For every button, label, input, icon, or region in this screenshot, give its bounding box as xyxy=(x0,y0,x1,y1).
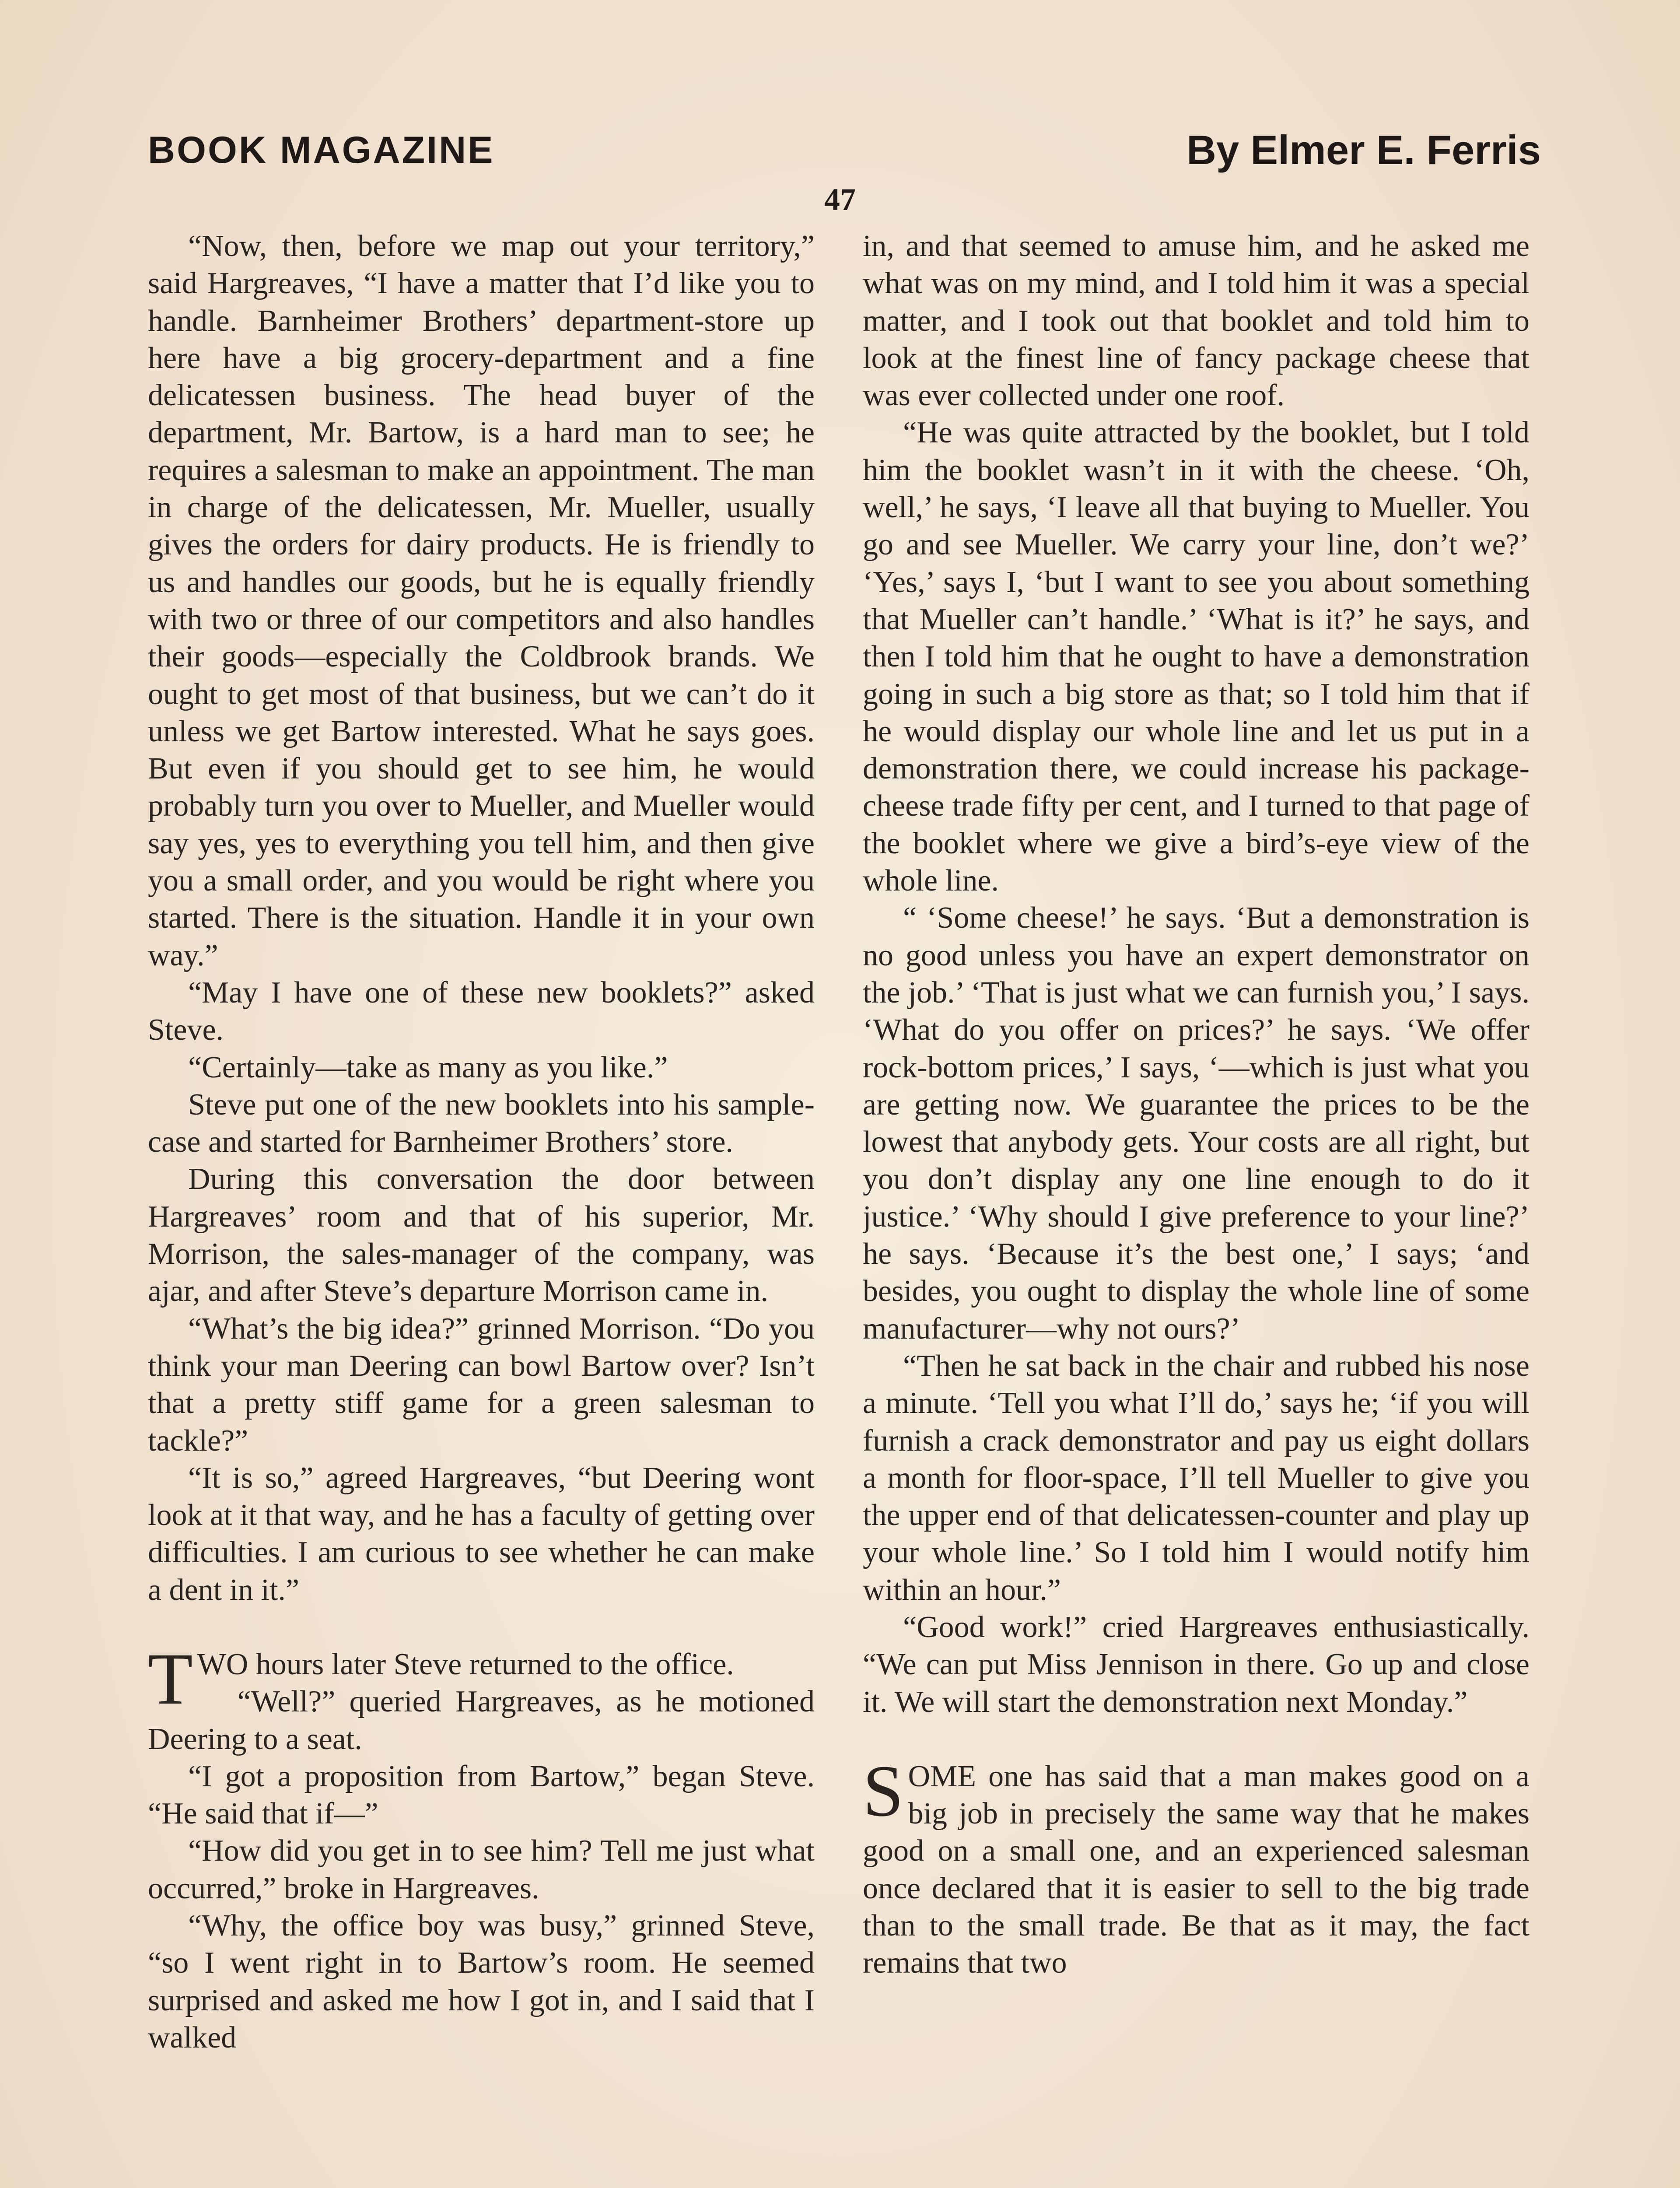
paragraph: “It is so,” agreed Hargreaves, “but Deering wont look at it that way, and he has a faculty of getting over difficulties. I am curious to see whether he can make a dent in it.” xyxy=(148,1461,815,1607)
paragraph: “Certainly—take as many as you like.” xyxy=(188,1050,668,1084)
paragraph: “Why, the office boy was busy,” grinned Steve, “so I went right in to Bartow’s room. He seemed surprised and asked me how I got in, and I said that I walked xyxy=(148,1909,815,2055)
section-opening-paragraph xyxy=(863,1750,1530,1982)
author-byline: By Elmer E. Ferris xyxy=(1186,127,1541,173)
drop-cap: S xyxy=(863,1750,904,1832)
paragraph: “Well?” queried Hargreaves, as he motioned Deering to a seat. xyxy=(148,1685,815,1756)
running-header xyxy=(148,127,1541,188)
small-caps-lead: OME xyxy=(908,1759,976,1793)
paragraph: “ ‘Some cheese!’ he says. ‘But a demonstration is no good unless you have an expert demonstrator on the job.’ ‘That is just what we can furnish you,’ I says. ‘What do you offer on prices?’ he says. ‘We offer rock-bottom prices,’ I says, ‘—which is just what you are getting now. We guarantee the prices to be the lowest that anybody gets. Your costs are all right, but you don’t display any one line enough to do it justice.’ ‘Why should I give preference to your line?’ he says. ‘Because it’s the best one,’ I says; ‘and besides, you ought to display the whole line of some manufacturer—why not ours?’ xyxy=(863,901,1530,1346)
section-opening-paragraph xyxy=(148,1638,815,1720)
page-number: 47 xyxy=(824,182,856,217)
paragraph: “Good work!” cried Hargreaves enthusiastically. “We can put Miss Jennison in there. Go up and close it. We will start the demonstration next Monday.” xyxy=(863,1610,1530,1719)
right-column xyxy=(863,228,1530,2188)
paragraph: “I got a proposition from Bartow,” began Steve. “He said that if—” xyxy=(148,1759,815,1831)
paragraph: “How did you get in to see him? Tell me just what occurred,” broke in Hargreaves. xyxy=(148,1834,815,1905)
paragraph: “Then he sat back in the chair and rubbed his nose a minute. ‘Tell you what I’ll do,’ says he; ‘if you will furnish a crack demonstrator and pay us eight dollars a month for floor-space, I’ll tell Mueller to give you the upper end of that delicatessen-counter and play up your whole line.’ So I told him I would notify him within an hour.” xyxy=(863,1349,1530,1607)
continued-paragraph: in, and that seemed to amuse him, and he asked me what was on my mind, and I told him it was a special matter, and I took out that booklet and told him to look at the finest line of fancy package cheese that was ever collected under one roof. xyxy=(863,229,1530,413)
paragraph: “He was quite attracted by the booklet, but I told him the booklet wasn’t in it with the cheese. ‘Oh, well,’ he says, ‘I leave all that buying to Mueller. You go and see Mueller. We carry your line, don’t we?’ ‘Yes,’ says I, ‘but I want to see you about something that Mueller can’t handle.’ ‘What is it?’ he says, and then I told him that he ought to have a demonstration going in such a big store as that; so I told him that if he would display our whole line and let us put in a demonstration there, we could increase his package-cheese trade fifty per cent, and I turned to that page of the booklet where we give a bird’s-eye view of the whole line. xyxy=(863,416,1530,898)
left-column xyxy=(148,228,815,2188)
publication-title: BOOK MAGAZINE xyxy=(148,129,495,171)
paragraph: Steve put one of the new booklets into his sample-case and started for Barnheimer Brothers’ store. xyxy=(148,1087,815,1159)
drop-cap: T xyxy=(148,1638,193,1720)
paragraph: “May I have one of these new booklets?” asked Steve. xyxy=(148,975,815,1047)
section-opening-text: hours later Steve returned to the office. xyxy=(248,1647,734,1681)
small-caps-lead: WO xyxy=(197,1647,248,1681)
paragraph: “What’s the big idea?” grinned Morrison. “Do you think your man Deering can bowl Bartow over? Isn’t that a pretty stiff game for a green salesman to tackle?” xyxy=(148,1311,815,1458)
paragraph: “Now, then, before we map out your territory,” said Hargreaves, “I have a matter that I’d like you to handle. Barnheimer Brothers’ department-store up here have a big grocery-department and a fine delicatessen business. The head buyer of the department, Mr. Bartow, is a hard man to see; he requires a salesman to make an appointment. The man in charge of the delicatessen, Mr. Mueller, usually gives the orders for dairy products. He is friendly to us and handles our goods, but he is equally friendly with two or three of our competitors and also handles their goods—especially the Coldbrook brands. We ought to get most of that business, but we can’t do it unless we get Bartow interested. What he says goes. But even if you should get to see him, he would probably turn you over to Mueller, and Mueller would say yes, yes to everything you tell him, and then give you a small order, and you would be right where you started. There is the situation. Handle it in your own way.” xyxy=(148,229,815,972)
section-opening-text: one has said that a man makes good on a big job in precisely the same way that he makes good on a small one, and an experienced salesman once declared that it is easier to sell to the big trade than to the small trade. Be that as it may, the fact remains that two xyxy=(863,1759,1530,1980)
paragraph: During this conversation the door between Hargreaves’ room and that of his superior, Mr. Morrison, the sales-manager of the company, was ajar, and after Steve’s departure Morrison came in. xyxy=(148,1162,815,1308)
